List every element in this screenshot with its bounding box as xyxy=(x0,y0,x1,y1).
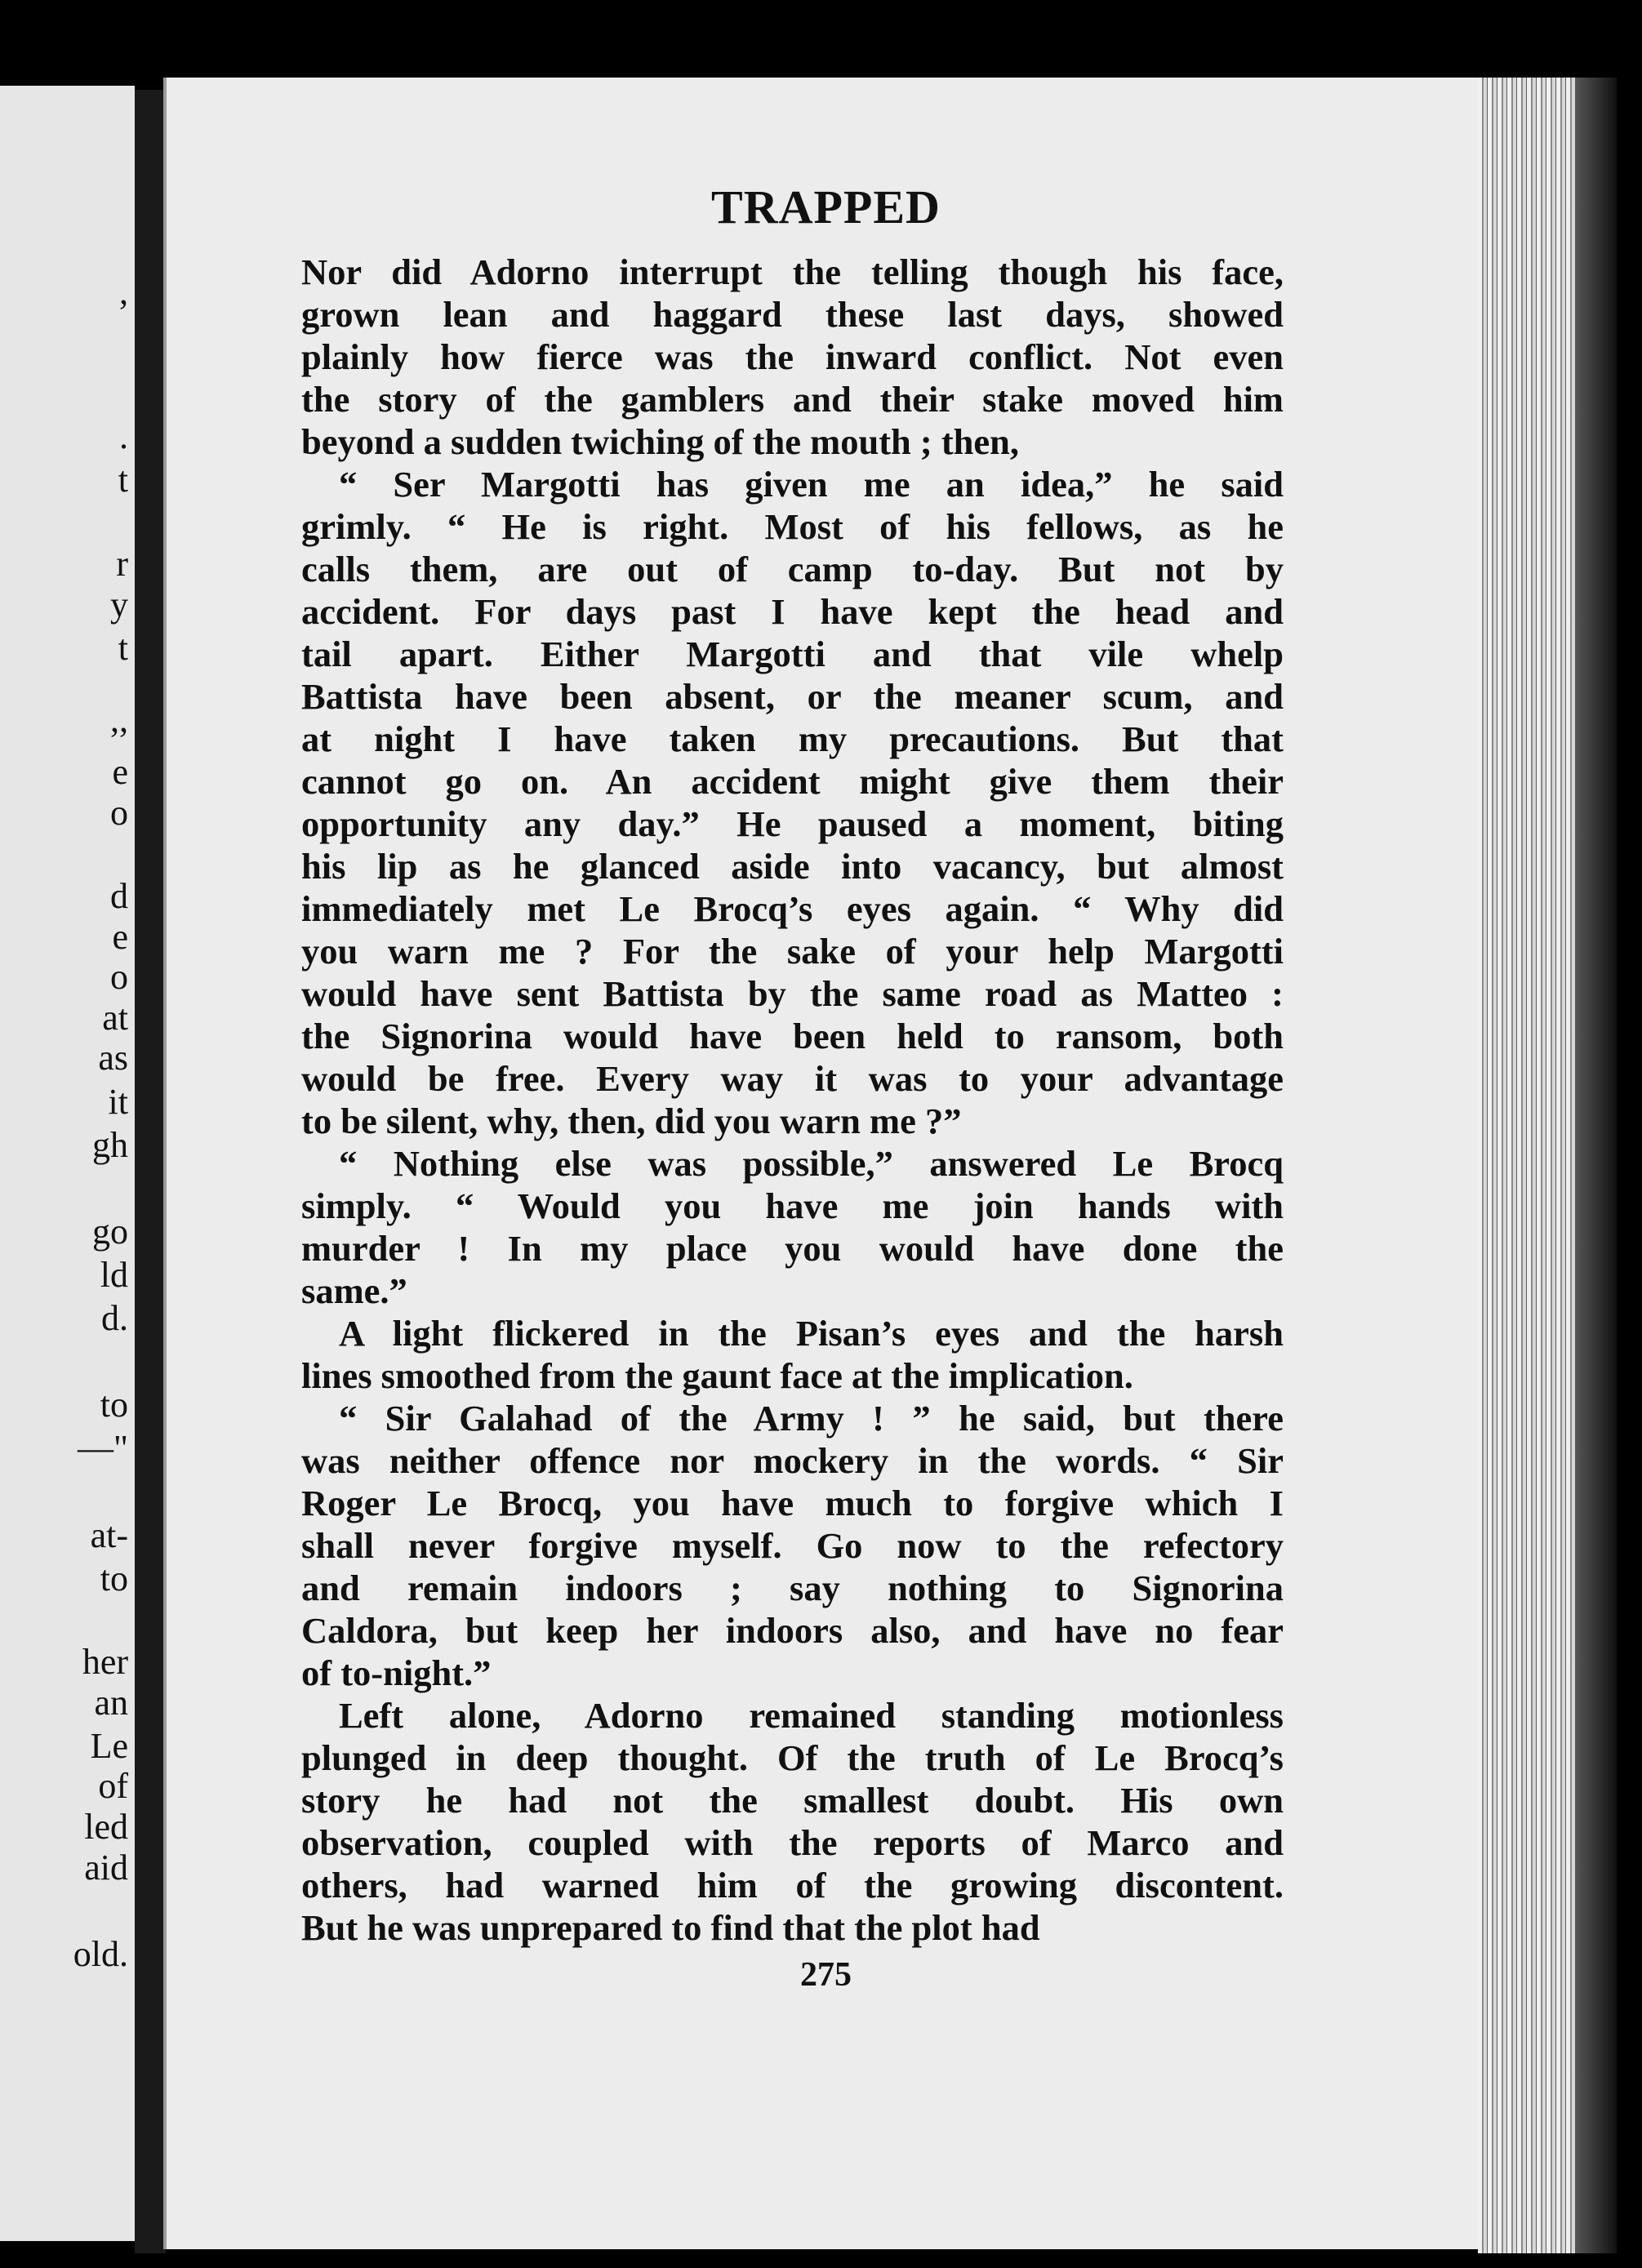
text-line: Roger Le Brocq, you have much to forgive which I xyxy=(301,1483,1284,1523)
book-page xyxy=(163,78,1485,2249)
text-line: murder ! In my place you would have done the xyxy=(301,1228,1284,1269)
text-line: simply. “ Would you have me join hands with xyxy=(301,1185,1284,1226)
page-edge-shadow xyxy=(1576,78,1617,2253)
left-page-fragment: d xyxy=(110,876,128,917)
text-line: opportunity any day.” He paused a moment, biting xyxy=(301,803,1284,844)
left-page-fragment: o xyxy=(110,792,128,833)
left-page-fragment: —" xyxy=(78,1428,128,1469)
left-facing-page xyxy=(0,86,135,2241)
left-page-fragment: e xyxy=(112,916,128,957)
text-line: Nor did Adorno interrupt the telling though his face, xyxy=(301,251,1284,292)
text-line: grimly. “ He is right. Most of his fellows, as he xyxy=(301,506,1284,547)
text-line: calls them, are out of camp to-day. But not by xyxy=(301,549,1284,589)
body-text xyxy=(301,251,1284,1949)
running-head: TRAPPED xyxy=(711,180,941,233)
text-line: Left alone, Adorno remained standing motionless xyxy=(339,1695,1284,1736)
text-line: the Signorina would have been held to ransom, both xyxy=(301,1016,1284,1056)
text-line: shall never forgive myself. Go now to the refectory xyxy=(301,1525,1284,1566)
left-page-fragment: t xyxy=(118,460,128,500)
left-page-fragment: ,, xyxy=(110,700,128,740)
left-page-fragment: e xyxy=(112,751,128,792)
left-page-fragment: at- xyxy=(90,1514,128,1555)
left-page-fragment: aid xyxy=(84,1847,128,1888)
left-page-fragment: an xyxy=(94,1682,128,1723)
left-page-fragment: , xyxy=(119,272,128,313)
text-line: plainly how fierce was the inward conflict. Not even xyxy=(301,336,1284,377)
text-line: would be free. Every way it was to your advantage xyxy=(301,1058,1284,1099)
left-page-fragment: it xyxy=(108,1081,128,1122)
left-page-fragment: d. xyxy=(101,1298,128,1338)
left-page-fragment: led xyxy=(84,1807,128,1848)
text-line: others, had warned him of the growing discontent. xyxy=(301,1865,1284,1906)
left-page-fragment: old. xyxy=(73,1933,128,1974)
text-line: “ Ser Margotti has given me an idea,” he said xyxy=(339,464,1284,505)
left-page-fragment: r xyxy=(116,544,128,585)
left-page-fragment: at xyxy=(102,997,128,1038)
page-fore-edge xyxy=(1478,78,1576,2253)
text-line: the story of the gamblers and their stake moved him xyxy=(301,379,1284,420)
left-page-fragment: to xyxy=(100,1558,128,1599)
text-line: his lip as he glanced aside into vacancy, but almost xyxy=(301,846,1284,887)
left-page-fragment: gh xyxy=(92,1124,128,1165)
left-page-fragment: of xyxy=(98,1766,128,1807)
text-line: grown lean and haggard these last days, showed xyxy=(301,294,1284,335)
text-line: lines smoothed from the gaunt face at the implication. xyxy=(301,1355,1133,1396)
text-line: But he was unprepared to find that the plot had xyxy=(301,1907,1040,1948)
left-page-fragment: y xyxy=(110,584,128,625)
text-line: beyond a sudden twiching of the mouth ; then, xyxy=(301,421,1020,462)
text-line: at night I have taken my precautions. But that xyxy=(301,718,1284,759)
left-page-fragment: t xyxy=(118,627,128,668)
text-line: “ Sir Galahad of the Army ! ” he said, but there xyxy=(339,1398,1284,1439)
text-line: to be silent, why, then, did you warn me ?” xyxy=(301,1101,962,1141)
text-line: and remain indoors ; say nothing to Signorina xyxy=(301,1568,1284,1608)
text-line: would have sent Battista by the same road as Matteo : xyxy=(301,973,1284,1014)
text-line: Caldora, but keep her indoors also, and have no fear xyxy=(301,1610,1284,1651)
left-page-fragment: . xyxy=(119,416,128,457)
text-line: was neither offence nor mockery in the words. “ Sir xyxy=(301,1440,1284,1481)
text-line: immediately met Le Brocq’s eyes again. “ Why did xyxy=(301,888,1284,929)
text-line: you warn me ? For the sake of your help Margotti xyxy=(301,931,1284,972)
page-number: 275 xyxy=(800,1956,852,1994)
text-line: plunged in deep thought. Of the truth of Le Brocq’s xyxy=(301,1737,1284,1778)
text-line: story he had not the smallest doubt. His own xyxy=(301,1780,1284,1821)
text-line: accident. For days past I have kept the head and xyxy=(301,591,1284,632)
text-line: A light flickered in the Pisan’s eyes and the harsh xyxy=(339,1313,1284,1354)
text-line: tail apart. Either Margotti and that vile whelp xyxy=(301,634,1284,674)
left-page-fragment: go xyxy=(92,1211,128,1252)
text-line: observation, coupled with the reports of Marco and xyxy=(301,1822,1284,1863)
text-line: same.” xyxy=(301,1270,407,1311)
book-gutter xyxy=(135,90,166,2253)
left-page-fragment: as xyxy=(98,1038,128,1078)
left-page-fragment: to xyxy=(100,1385,128,1425)
left-page-fragment: Le xyxy=(90,1725,128,1766)
text-line: of to-night.” xyxy=(301,1652,492,1693)
text-line: Battista have been absent, or the meaner scum, and xyxy=(301,676,1284,717)
text-line: “ Nothing else was possible,” answered Le Brocq xyxy=(339,1143,1284,1184)
left-page-fragment: ld xyxy=(100,1254,128,1295)
left-page-fragment: o xyxy=(110,957,128,998)
text-line: cannot go on. An accident might give them their xyxy=(301,761,1284,802)
left-page-fragment: her xyxy=(82,1642,128,1683)
